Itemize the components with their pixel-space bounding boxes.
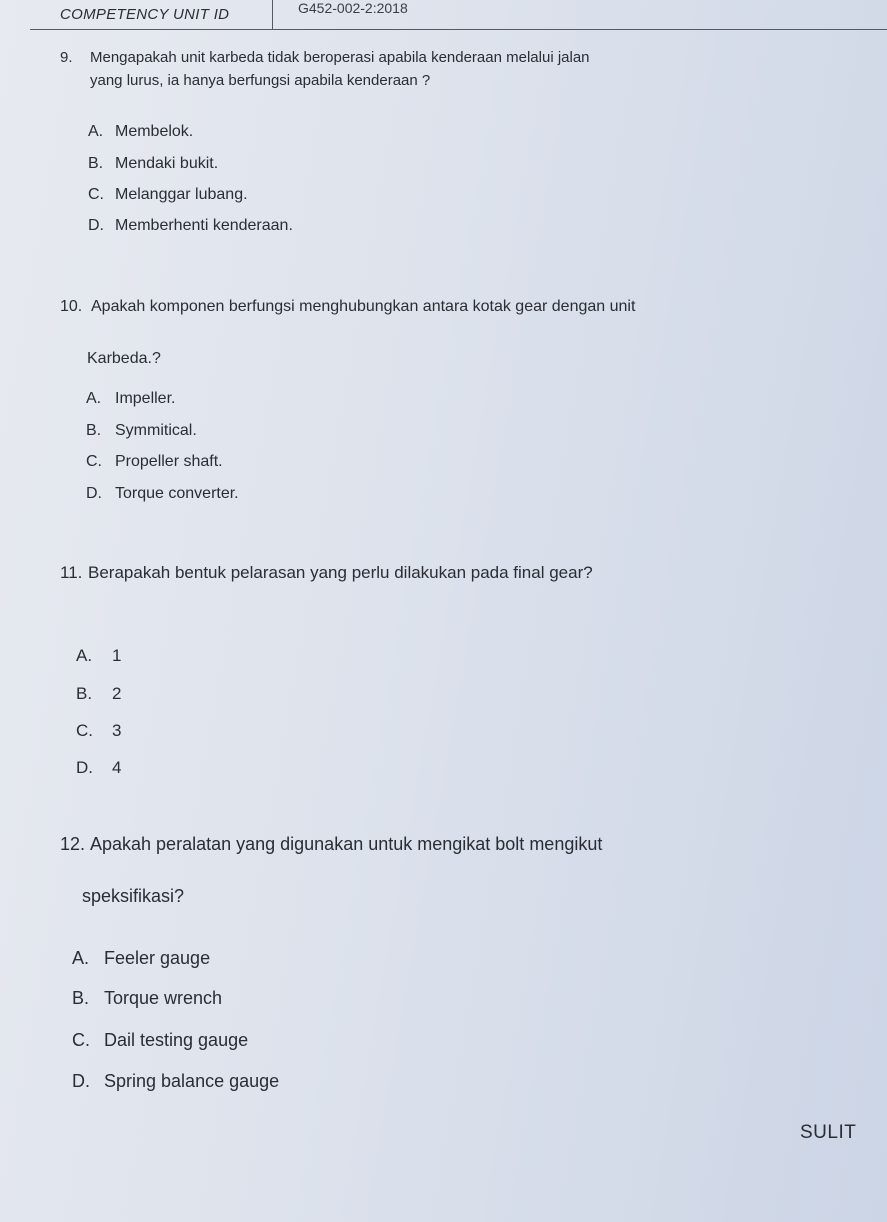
document-code: G452-002-2:2018 <box>298 0 408 16</box>
question-line: speksifikasi? <box>82 886 185 906</box>
option-letter: B. <box>88 155 104 172</box>
question-10-option-d[interactable] <box>86 485 239 503</box>
option-letter: A. <box>72 948 90 968</box>
question-9-option-b[interactable] <box>88 155 218 173</box>
option-text: 3 <box>112 721 122 740</box>
option-letter: D. <box>72 1071 90 1091</box>
option-letter: D. <box>88 217 104 234</box>
option-text: Torque converter. <box>115 485 239 502</box>
question-9-text <box>60 46 590 92</box>
option-text: Impeller. <box>115 390 176 407</box>
option-letter: C. <box>72 1030 90 1050</box>
question-line: Mengapakah unit karbeda tidak beroperasi apabila kenderaan melalui jalan <box>90 49 590 66</box>
option-text: Dail testing gauge <box>104 1030 249 1050</box>
option-letter: C. <box>76 721 93 740</box>
option-text: Torque wrench <box>104 988 223 1008</box>
option-text: Feeler gauge <box>104 948 211 968</box>
option-letter: B. <box>86 422 102 439</box>
question-number: 12. <box>60 834 86 854</box>
option-text: Mendaki bukit. <box>115 155 219 172</box>
question-12-option-b[interactable] <box>72 988 222 1009</box>
question-9-option-c[interactable] <box>88 186 248 204</box>
header-row <box>0 0 887 30</box>
option-text: 4 <box>112 758 122 777</box>
option-letter: C. <box>86 453 102 470</box>
question-12-text <box>60 818 602 922</box>
option-letter: D. <box>86 485 102 502</box>
question-11-option-b[interactable] <box>76 684 121 704</box>
option-text: Membelok. <box>115 123 194 140</box>
question-10-option-a[interactable] <box>86 390 175 408</box>
question-11-option-c[interactable] <box>76 721 121 741</box>
option-letter: A. <box>88 123 104 140</box>
classification-label: SULIT <box>800 1122 857 1143</box>
option-text: Symmitical. <box>115 422 197 439</box>
question-9-option-a[interactable] <box>88 123 193 141</box>
option-text: Spring balance gauge <box>104 1071 280 1091</box>
option-letter: C. <box>88 186 104 203</box>
question-11-text <box>60 562 593 583</box>
question-number: 9. <box>60 49 73 66</box>
question-10-text <box>60 281 635 385</box>
header-divider <box>30 29 887 30</box>
question-12-option-c[interactable] <box>72 1030 248 1051</box>
question-line: Karbeda.? <box>87 350 161 367</box>
question-11-option-d[interactable] <box>76 758 121 778</box>
option-letter: D. <box>76 758 93 777</box>
competency-unit-label: COMPETENCY UNIT ID <box>60 6 230 23</box>
question-10-option-b[interactable] <box>86 422 197 440</box>
question-line: Berapakah bentuk pelarasan yang perlu dilakukan pada final gear? <box>88 563 593 582</box>
header-separator <box>272 0 273 30</box>
question-9-option-d[interactable] <box>88 217 293 235</box>
option-text: Propeller shaft. <box>115 453 223 470</box>
option-text: 2 <box>112 684 122 703</box>
option-letter: B. <box>72 988 90 1008</box>
question-12-option-a[interactable] <box>72 948 210 969</box>
question-line: Apakah peralatan yang digunakan untuk mengikat bolt mengikut <box>90 834 603 854</box>
question-number: 11. <box>60 563 83 582</box>
question-line: yang lurus, ia hanya berfungsi apabila kenderaan ? <box>90 72 431 89</box>
question-line: Apakah komponen berfungsi menghubungkan antara kotak gear dengan unit <box>91 298 636 315</box>
option-letter: B. <box>76 684 93 703</box>
question-11-option-a[interactable] <box>76 646 121 666</box>
option-text: Melanggar lubang. <box>115 186 248 203</box>
question-number: 10. <box>60 298 83 315</box>
option-text: 1 <box>112 646 122 665</box>
question-10-option-c[interactable] <box>86 453 223 471</box>
question-12-option-d[interactable] <box>72 1071 279 1092</box>
option-letter: A. <box>76 646 93 665</box>
option-letter: A. <box>86 390 102 407</box>
option-text: Memberhenti kenderaan. <box>115 217 293 234</box>
